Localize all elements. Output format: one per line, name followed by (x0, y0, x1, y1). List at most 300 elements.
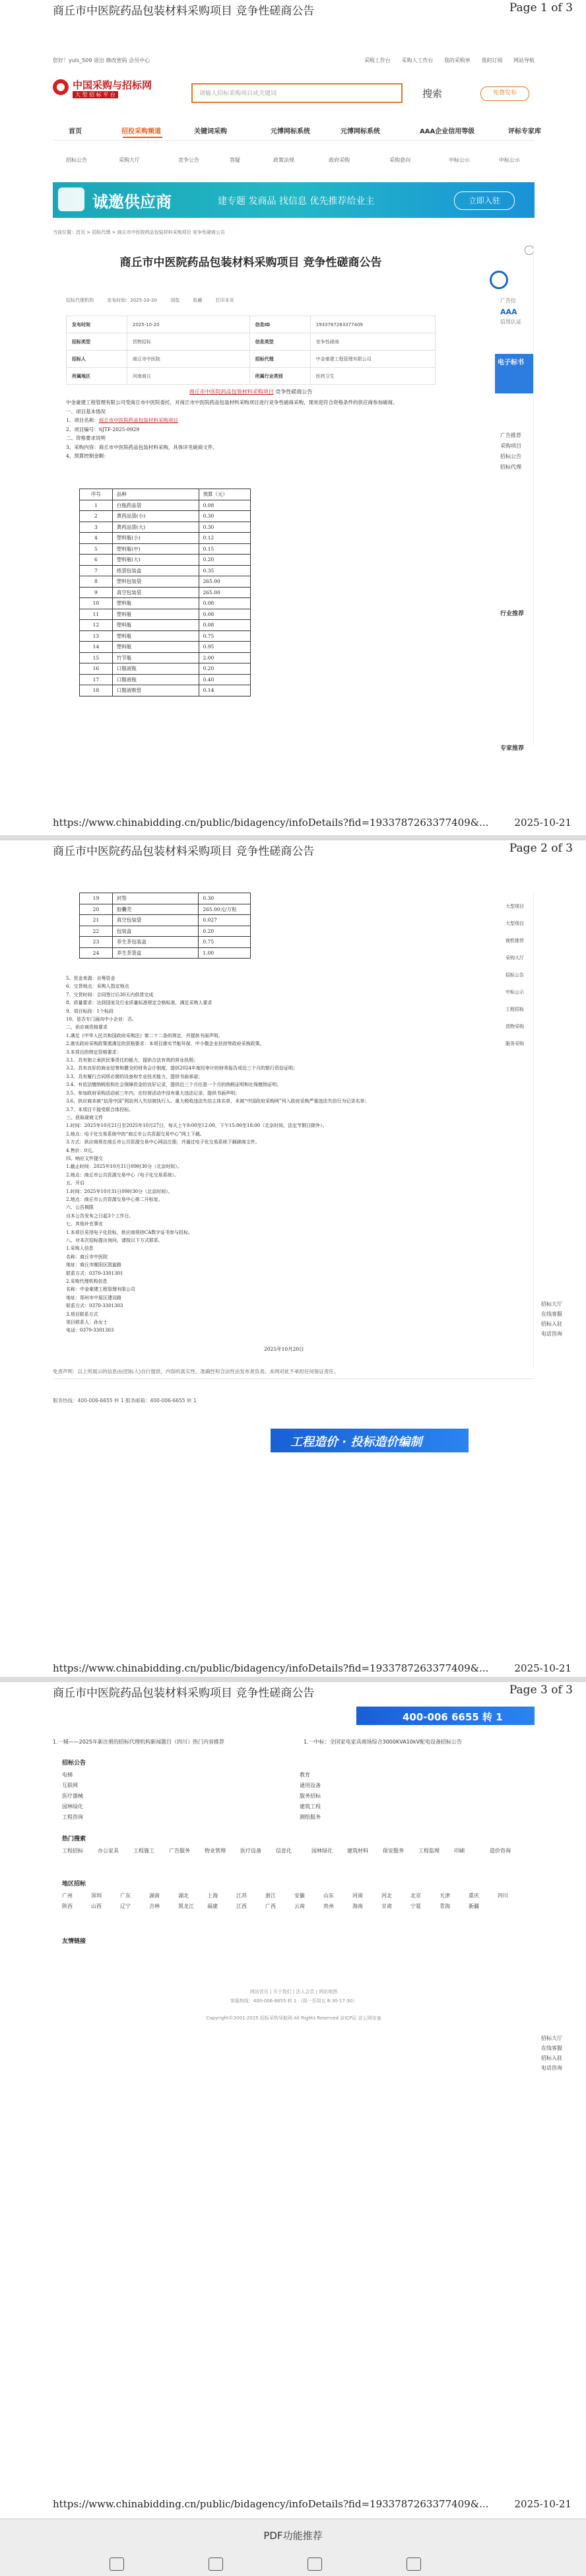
body-line: 四、响应文件提交 (66, 1155, 103, 1161)
link-item[interactable]: 广西 (265, 1903, 276, 1909)
info-value: 医药卫生 (310, 368, 435, 385)
body-line: 六、公告期限 (66, 1205, 94, 1211)
link-item[interactable]: 电梯 (62, 1772, 73, 1778)
link-item[interactable]: 北京 (410, 1893, 421, 1899)
table-cell: 0.30 (199, 893, 251, 904)
body-line: 项目联系人：孙女士 (66, 1320, 108, 1326)
purchase-content: 3、采购内容：商丘市中医院药品包装材料采购，具体详见磋商文件。 (66, 444, 218, 450)
table-cell: 0.75 (199, 630, 250, 642)
body-line: 名称：中金豪建工程管理有限公司 (66, 1287, 135, 1293)
sign-date: 2025年10月20日 (264, 1346, 304, 1352)
sidebar-section-title: 专家推荐 (500, 745, 525, 752)
site-logo[interactable] (53, 78, 185, 99)
link-item[interactable]: 福建 (207, 1903, 218, 1909)
divider (533, 893, 534, 1368)
table-cell: 17 (80, 674, 113, 685)
meta-item: 浏览 (170, 298, 180, 303)
link-item[interactable]: 测绘服务 (300, 1814, 321, 1820)
footer-copyright: Copyright©2001-2025 招标采购导航网 All Rights Reserved 京ICP证 京公网安备 (206, 2016, 381, 2021)
nav-item[interactable]: 元博网标系统 (341, 128, 380, 135)
body-line: 8、质量要求：达到国家及行业质量标准规定合格标准，满足采购人要求 (66, 1000, 212, 1006)
link-item[interactable]: 浙江 (265, 1893, 276, 1899)
sidebar-item[interactable]: 大型项目 (505, 904, 524, 909)
table-cell: 养生茶包装盒 (112, 937, 199, 948)
body-line: 6、交货地点：采购人指定地点 (66, 984, 129, 990)
table-row (80, 937, 251, 948)
link-item[interactable]: 工程监理 (418, 1848, 440, 1854)
table-cell: 0.027 (199, 915, 251, 926)
body-line: 2.地点：商丘市公共资源交易中心（电子化交易系统）。 (66, 1172, 179, 1178)
info-key: 招标代理 (249, 351, 310, 368)
table-cell: 2.00 (199, 652, 250, 663)
table-cell: 19 (80, 893, 113, 904)
user-greeting[interactable]: 您好！yuls_509 退出 修改密码 会员中心 (53, 57, 150, 63)
disclaimer: 免责声明：以上所展示的信息由(招标人)自行提供，内容的真实性、准确性和合法性由发布者负责。本网对此不承担任何保证责任。 (53, 1369, 339, 1374)
meta-item[interactable]: 收藏 (193, 298, 203, 303)
publish-button[interactable]: 免费发布 (480, 86, 529, 101)
table-row (80, 598, 251, 609)
section-tenders (53, 1758, 535, 1820)
link-item[interactable]: 湖南 (149, 1893, 160, 1899)
page-url: https://www.chinabidding.cn/public/bidagency/infoDetails?fid=1933787263377409&... (53, 817, 489, 829)
print-date: 2025-10-21 (514, 1662, 571, 1674)
body-line: 5、资金来源：自筹资金 (66, 976, 115, 981)
sidebar-item[interactable]: 服务采购 (505, 1041, 524, 1046)
site-topbar (53, 57, 535, 64)
link-item[interactable]: 海南 (352, 1903, 363, 1909)
search-input[interactable]: 请输入招标采购项目或关键词 (191, 83, 403, 103)
link-item[interactable]: 甘肃 (381, 1903, 392, 1909)
table-cell: 0.08 (199, 620, 250, 631)
nav-item[interactable]: 首页 (69, 128, 82, 135)
body-line: 地址：商丘市睢阳区凯旋路 (66, 1262, 121, 1268)
search-button[interactable]: 搜索 (422, 88, 443, 100)
news-link[interactable]: 1.一城——2025年新注册的招标代理机构新闻题目（四川）热门内容推荐 (53, 1739, 224, 1745)
nav-item[interactable]: AAA企业信用等级 (420, 128, 475, 135)
link-item[interactable]: 建筑材料 (347, 1848, 368, 1854)
link-item[interactable]: 山东 (323, 1893, 334, 1899)
table-cell: 包装盒 (112, 926, 199, 937)
ad-text: 工程造价 · 投标造价编制 (290, 1435, 422, 1449)
project-number: 2、项目编号：SJTF-2025-0929 (66, 426, 140, 432)
link-item[interactable]: 新疆 (469, 1903, 479, 1909)
sidebar-item[interactable]: 商机推荐 (505, 938, 524, 943)
sidebar-section-title: 行业推荐 (500, 611, 525, 617)
sub-nav (53, 156, 535, 164)
body-line: 3.7、本项目不接受联合体投标。 (66, 1106, 134, 1112)
sidebar-item[interactable]: 中标公示 (505, 990, 524, 995)
body-line: 3.本项目的特定资格要求： (66, 1049, 121, 1055)
notice-body (66, 974, 449, 1335)
table-cell: 10 (80, 598, 113, 609)
body-line: 七、其他补充事宜 (66, 1221, 103, 1227)
body-line: 2.地点：商丘市公共资源交易中心第二开标室。 (66, 1196, 163, 1202)
link-item[interactable]: 造价咨询 (490, 1848, 511, 1854)
table-cell: 0.08 (199, 500, 250, 511)
table-cell: 0.20 (199, 926, 251, 937)
info-key: 所属地区 (67, 368, 127, 385)
table-row (80, 555, 251, 566)
sidebar-item[interactable]: 采购大厅 (505, 955, 524, 961)
meta-item: 发布时间：2025-10-20 (107, 298, 157, 303)
table-cell: 0.95 (199, 642, 250, 653)
right-sidebar (461, 244, 533, 752)
banner-join-button[interactable]: 立即入驻 (454, 191, 515, 210)
topbar-link[interactable]: 我的订阅 (481, 57, 503, 63)
table-cell: 2 (80, 511, 113, 522)
table-cell: 15 (80, 652, 113, 663)
table-cell: 塑料瓶 (112, 620, 199, 631)
body-line: 1.截止时间：2025年10月31日09时30分（北京时间）。 (66, 1164, 182, 1170)
link-item[interactable]: 工程咨询 (62, 1814, 83, 1820)
link-item[interactable]: 广告服务 (169, 1848, 190, 1854)
table-row (80, 947, 251, 959)
label: 1、项目名称： (66, 417, 99, 423)
hotline-ad-banner[interactable] (356, 1707, 535, 1725)
pdf-page-header-1 (0, 1, 586, 20)
sidebar-item[interactable]: 货物采购 (505, 1024, 524, 1029)
print-date: 2025-10-21 (514, 2498, 571, 2510)
link-item[interactable]: 园林绿化 (311, 1848, 333, 1854)
link-item[interactable]: 工程招标 (62, 1848, 83, 1854)
table-cell: 14 (80, 642, 113, 653)
link-item[interactable]: 云南 (294, 1903, 305, 1909)
link-item[interactable]: 青海 (440, 1903, 450, 1909)
link-item[interactable]: 安徽 (294, 1893, 305, 1899)
link-item[interactable]: 通用设备 (300, 1782, 321, 1788)
table-cell: 塑料瓶(小) (112, 533, 199, 544)
pdf-tool-icon[interactable] (209, 2558, 223, 2571)
print-date: 2025-10-21 (514, 817, 571, 829)
table-row (80, 543, 251, 555)
table-cell: 0.20 (199, 663, 250, 675)
table-row (80, 522, 251, 533)
sidebar-item[interactable]: 信用认证 (500, 319, 521, 325)
body-line: 2.落实政府采购政策需满足的资格要求：本项目落实节能环保、中小微企业扶持等政府采购政策。 (66, 1041, 265, 1047)
table-cell: 0.30 (199, 522, 250, 533)
floating-tab[interactable]: 电话咨询 (541, 2065, 562, 2071)
sidebar-item[interactable]: 招标公告 (500, 454, 521, 459)
body-line: 3.6、供应商未被“信用中国”网站列入失信被执行人、重大税收违法失信主体名单，未被“中国政府采购网”列入政府采购严重违法失信行为记录名单； (66, 1099, 370, 1104)
column-header: 序号 (80, 489, 113, 500)
info-value: 1933787263377409 (310, 316, 435, 333)
table-cell: 黄药品袋(小) (112, 511, 199, 522)
link-item[interactable]: 贵州 (323, 1903, 334, 1909)
info-value: 中金豪建工程管理有限公司 (310, 351, 435, 368)
link-item[interactable]: 吉林 (149, 1903, 160, 1909)
subnav-item[interactable]: 招标公告 (66, 157, 87, 163)
footer-links[interactable]: 网站首页 | 关于我们 | 法人会员 | 网站地图 (249, 1989, 338, 1994)
body-line: 7、交货时间：合同签订后30天内供货完成 (66, 992, 154, 998)
link-item[interactable]: 宁夏 (410, 1903, 421, 1909)
link-item[interactable]: 广州 (62, 1893, 73, 1899)
table-cell: 24 (80, 947, 113, 959)
sidebar-item[interactable]: 广告位 (500, 298, 516, 304)
body-line: 3.项目联系方式 (66, 1311, 98, 1317)
link-item[interactable]: 陕西 (62, 1903, 73, 1909)
link-item[interactable]: 湖北 (178, 1893, 189, 1899)
items-table (79, 489, 251, 696)
body-line: 电话：0370-3301303 (66, 1328, 114, 1334)
table-row (80, 904, 251, 915)
link-item[interactable]: 教育 (300, 1772, 310, 1778)
body-line: 3.4、有依法缴纳税收和社会保障资金的良好记录，提供近三个月任意一个月的纳税证明和社保缴纳证明； (66, 1082, 282, 1088)
sidebar-item[interactable]: 大型项目 (505, 921, 524, 926)
footer-contact: 客服热线：400-006-6655 转 1 （周一至周五 8:30-17:30） (230, 1998, 358, 2004)
page-number: Page 2 of 3 (509, 842, 573, 855)
column-header: 预算（元） (199, 489, 250, 500)
table-cell: 265.00元/万粒 (199, 904, 251, 915)
table-row (80, 893, 251, 904)
intro-block (66, 398, 449, 461)
link-item[interactable]: 广东 (120, 1893, 131, 1899)
breadcrumb[interactable]: 当前位置：首页 > 招标代理 > 商丘市中医院药品包装材料采购项目 竞争性磋商公告 (53, 230, 225, 235)
link-item[interactable]: 物业管理 (205, 1848, 226, 1854)
nav-item[interactable]: 评标专家库 (508, 128, 541, 135)
budget-label: 4、预算控制金额： (66, 453, 109, 459)
link-item[interactable]: 天津 (440, 1893, 450, 1899)
pdf-tool-icon[interactable] (110, 2558, 124, 2571)
table-cell: 0.12 (199, 533, 250, 544)
table-cell: 5 (80, 543, 113, 555)
table-cell: 塑料瓶(大) (112, 555, 199, 566)
table-cell: 8 (80, 576, 113, 588)
cost-ad-banner[interactable] (271, 1429, 469, 1452)
floating-tab[interactable]: 在线客服 (541, 2045, 562, 2051)
table-cell: 265.00 (199, 587, 250, 598)
section-title: 热门搜索 (62, 1836, 86, 1843)
link-item[interactable]: 服务招标 (300, 1793, 321, 1799)
table-cell: 11 (80, 609, 113, 620)
table-row (80, 576, 251, 588)
table-cell: 0.40 (199, 674, 250, 685)
doc-meta (66, 297, 246, 304)
table-cell: 0.75 (199, 937, 251, 948)
project-link[interactable]: 商丘市中医院药品包装材料采购项目 (98, 417, 178, 423)
table-cell: 塑料瓶 (112, 630, 199, 642)
table-cell: 18 (80, 685, 113, 696)
subnav-item[interactable]: 采购大厅 (119, 157, 140, 163)
subnav-item[interactable]: 政策法规 (273, 157, 294, 163)
table-cell: 20 (80, 904, 113, 915)
table-cell: 白瓶药品袋 (112, 500, 199, 511)
table-cell: 22 (80, 926, 113, 937)
running-title: 商丘市中医院药品包装材料采购项目 竞争性磋商公告 (53, 5, 315, 18)
table-row (80, 674, 251, 685)
table-cell: 0.08 (199, 609, 250, 620)
table-cell: 塑料瓶 (112, 609, 199, 620)
nav-item-active[interactable]: 招投采购频道 (121, 128, 161, 135)
table-row (80, 630, 251, 642)
link-item[interactable]: 园林绿化 (62, 1804, 83, 1810)
table-row (67, 316, 436, 333)
link-item[interactable]: 江西 (236, 1903, 247, 1909)
subnav-item[interactable]: 中标公示 (449, 157, 470, 163)
sidebar-logo-icon (490, 271, 508, 289)
table-row (80, 609, 251, 620)
body-line: 名称：商丘市中医院 (66, 1254, 108, 1260)
link-item[interactable]: 印刷 (454, 1848, 465, 1854)
subnav-item[interactable]: 采购意向 (389, 157, 410, 163)
pdf-page-header-3 (0, 1683, 586, 1702)
subnav-item[interactable]: 竞争公告 (178, 157, 199, 163)
info-value: 商丘市中医院 (127, 351, 249, 368)
floating-tab[interactable]: 招标大厅 (541, 2035, 562, 2041)
project-name-line (66, 416, 449, 425)
link-item[interactable]: 建筑工程 (300, 1804, 321, 1810)
topbar-link[interactable]: 采购人工作台 (401, 57, 434, 63)
sidebar-item[interactable]: 招标代理 (500, 464, 521, 470)
table-cell: 9 (80, 587, 113, 598)
section-title: 地区招标 (62, 1881, 86, 1887)
link-item[interactable]: 信息化 (276, 1848, 292, 1854)
service-info: 服务热线：400-006-6655 转 1 服务邮箱：400-006-6655 转 1 (53, 1398, 197, 1404)
divider (533, 244, 534, 746)
nav-item[interactable]: 元博网标系统 (271, 128, 310, 135)
body-line: 1.采购人信息 (66, 1246, 94, 1252)
body-line: 二、供应商资格要求 (66, 1025, 108, 1031)
link-item[interactable]: 保安服务 (383, 1848, 404, 1854)
table-row (80, 533, 251, 544)
link-item[interactable]: 工程施工 (133, 1848, 154, 1854)
link-item[interactable]: 互联网 (62, 1782, 78, 1788)
pdf-tool-icon[interactable] (308, 2558, 322, 2571)
link-item[interactable]: 重庆 (469, 1893, 479, 1899)
link-item[interactable]: 黑龙江 (178, 1903, 194, 1909)
nav-item[interactable]: 关键词采购 (194, 128, 227, 135)
body-line: 八、对本次招标提出询问，请按以下方式联系。 (66, 1238, 163, 1243)
page-number: Page 3 of 3 (509, 1683, 573, 1697)
page-break (0, 835, 586, 840)
topbar-link[interactable]: 网站导航 (513, 57, 535, 63)
table-cell: 黄药品袋(大) (112, 522, 199, 533)
table-row (67, 333, 436, 351)
notice-project-link[interactable]: 商丘市中医院药品包装材料采购项目 (189, 389, 274, 395)
table-cell: 口服液吸管 (112, 685, 199, 696)
table-row (80, 642, 251, 653)
link-item[interactable]: 江苏 (236, 1893, 247, 1899)
floating-tab[interactable]: 在线客服 (541, 1311, 562, 1317)
table-cell: 0.30 (199, 511, 250, 522)
section-regions (53, 1879, 535, 1932)
sidebar-item[interactable]: 工程招标 (505, 1007, 524, 1012)
table-cell: 1 (80, 500, 113, 511)
table-cell: 23 (80, 937, 113, 948)
table-row (80, 565, 251, 576)
items-table-continued (79, 893, 251, 959)
table-cell: 0.14 (199, 685, 250, 696)
link-item[interactable]: 医疗器械 (62, 1793, 83, 1799)
pdf-page-footer-2 (0, 1662, 586, 1677)
body-line: 联系方式：0370-3301301 (66, 1270, 123, 1276)
info-key: 招标类型 (67, 333, 127, 351)
sidebar-item[interactable]: 采购项目 (500, 443, 521, 449)
table-cell: 塑料瓶 (112, 598, 199, 609)
link-item[interactable]: 医疗设备 (240, 1848, 261, 1854)
floating-tab[interactable]: 招标入驻 (541, 2055, 562, 2061)
table-cell: 7 (80, 565, 113, 576)
table-row (80, 620, 251, 631)
sidebar-ad[interactable]: 电子标书 (495, 354, 533, 393)
table-row (67, 368, 436, 385)
sidebar-item[interactable]: AAA (500, 308, 517, 316)
link-item[interactable]: 山西 (91, 1903, 102, 1909)
page-url: https://www.chinabidding.cn/public/bidagency/infoDetails?fid=1933787263377409&... (53, 2498, 489, 2510)
subnav-item[interactable]: 答疑 (230, 157, 240, 163)
link-item[interactable]: 办公家具 (98, 1848, 119, 1854)
news-link[interactable]: 1.一中标：全国家电家具商场综合3000KVA10kV配电设备招标公告 (304, 1739, 462, 1745)
body-line: 10、是否专门面向中小企业：否。 (66, 1017, 137, 1023)
running-title: 商丘市中医院药品包装材料采购项目 竞争性磋商公告 (53, 1687, 315, 1700)
pdf-tool-icon[interactable] (407, 2558, 421, 2571)
page-title: 商丘市中医院药品包装材料采购项目 竞争性磋商公告 (119, 256, 382, 269)
body-line: 3.3、具有履行合同所必需的设备和专业技术能力，提供书面承诺； (66, 1073, 203, 1079)
logo-slogan: 大 型 招 标 平 台 (73, 91, 118, 98)
table-cell: 竹节瓶 (112, 652, 199, 663)
table-cell: 纸袋包装盒 (112, 565, 199, 576)
info-key: 招标人 (67, 351, 127, 368)
table-cell: 口服液瓶 (112, 674, 199, 685)
body-line: 三、获取磋商文件 (66, 1114, 103, 1120)
table-cell: 口服液瓶 (112, 663, 199, 675)
column-header: 品种 (112, 489, 199, 500)
subnav-item[interactable]: 中标公示 (499, 157, 520, 163)
table-row (80, 652, 251, 663)
section-friend-links (53, 1936, 535, 1949)
divider (53, 1378, 535, 1379)
table-cell: 0.35 (199, 565, 250, 576)
table-cell: 265.00 (199, 576, 250, 588)
supplier-banner[interactable] (53, 182, 535, 218)
section-title: 招标公告 (62, 1760, 86, 1767)
body-line: 2.采购代理机构信息 (66, 1279, 108, 1285)
nav-active-underline (123, 137, 162, 138)
info-key: 信息ID (249, 316, 310, 333)
info-value: 竞争性磋商 (310, 333, 435, 351)
table-cell: 4 (80, 533, 113, 544)
link-item[interactable]: 河北 (381, 1893, 392, 1899)
sidebar-item[interactable]: 招标公告 (505, 972, 524, 978)
link-item[interactable]: 辽宁 (120, 1903, 131, 1909)
floating-tab[interactable]: 招标大厅 (541, 1301, 562, 1307)
topbar-link[interactable]: 我的采购单 (443, 57, 471, 63)
table-header-row (80, 489, 251, 500)
meta-item[interactable]: 打印本页 (215, 298, 234, 303)
sidebar-item[interactable]: 广告推荐 (500, 432, 521, 438)
table-row (80, 926, 251, 937)
body-line: 1.时间：2025年10月21日至2025年10月27日，每天上午9:00至12:00，下午15:00至18:00（北京时间，法定节假日除外）。 (66, 1123, 327, 1129)
link-item[interactable]: 上海 (207, 1893, 218, 1899)
subnav-item[interactable]: 政府采购 (329, 157, 350, 163)
table-cell: 真空包装袋 (112, 587, 199, 598)
info-key: 发布时间 (67, 316, 127, 333)
floating-tab[interactable]: 电话咨询 (541, 1331, 562, 1337)
link-item[interactable]: 四川 (498, 1893, 508, 1899)
body-line: 9、项目标段：1个标段 (66, 1008, 114, 1014)
link-item[interactable]: 河南 (352, 1893, 363, 1899)
table-row (80, 915, 251, 926)
table-cell: 6 (80, 555, 113, 566)
topbar-link[interactable]: 采购工作台 (364, 57, 391, 63)
link-item[interactable]: 深圳 (91, 1893, 102, 1899)
divider (53, 140, 535, 141)
body-line: 1.满足《中华人民共和国政府采购法》第二十二条的规定，并提供书面声明。 (66, 1033, 223, 1038)
table-cell: 16 (80, 663, 113, 675)
intro-text: 中金豪建工程管理有限公司受商丘市中医院委托，对商丘市中医院药品包装材料采购项目进行竞争性磋商采购，现欢迎符合资格条件的供应商参加磋商。 (66, 399, 398, 405)
floating-tab[interactable]: 招标入驻 (541, 1321, 562, 1327)
section-hot-search (53, 1834, 535, 1874)
section-heading: 二、资格要求说明 (66, 435, 106, 441)
